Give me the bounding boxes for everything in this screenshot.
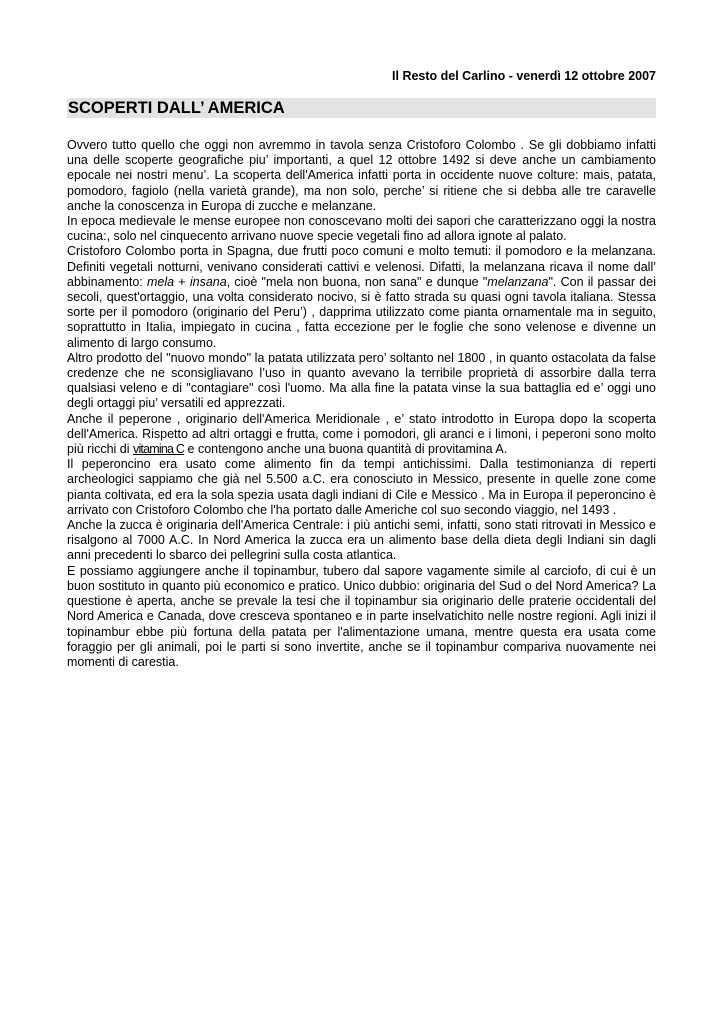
title-bar	[67, 98, 656, 118]
paragraph-text: , cioè "mela non buona, non sana" e dunque "	[226, 274, 488, 289]
article-title: SCOPERTI DALL’ AMERICA	[68, 99, 285, 117]
paragraph-potato: Altro prodotto del "nuovo mondo" la patata utilizzata pero’ soltanto nel 1800 , in quanto ostacolata da false credenze che ne sconsigliavano l’uso in quanto avevano la terribile proprietà di assorbire dalla terra qualsiasi veleno e di "contagiare" così l'uomo. Ma alla fine la patata vinse la sua battaglia ed e’ oggi uno degli ortaggi piu’ versatili ed apprezzati.	[67, 350, 656, 411]
paragraph-text: ". Con il passar dei secoli, quest'ortaggio, una volta considerato nocivo, si è fatto strada su quasi ogni tavola italiana. Stessa sorte per il pomodoro (originario del Peru’) , dapprima utilizzato come pianta ornamentale ma in seguito, soprattutto in Italia, impiegato in cucina , fatta eccezione per le foglie che sono velenose e divenne un alimento di largo consumo.	[67, 274, 656, 350]
italic-word-insana: insana	[189, 274, 227, 289]
italic-word-mela: mela	[146, 274, 175, 289]
vitamin-c-link[interactable]: vitamina C	[133, 442, 185, 457]
paragraph-tomato-eggplant	[67, 244, 656, 350]
paragraph-chili: Il peperoncino era usato come alimento fin da tempi antichissimi. Dalla testimonianza di reperti archeologici sappiamo che già nel 5.500 a.C. era conosciuto in Messico, presente in quelle zone come pianta coltivata, ed era la sola spezia usata dagli indiani di Cile e Messico . Ma in Europa il peperoncino è arrivato con Cristoforo Colombo che l'ha portato dalle Americhe col suo secondo viaggio, nel 1493 .	[67, 457, 656, 517]
dateline: Il Resto del Carlino - venerdì 12 ottobre 2007	[392, 69, 656, 83]
paragraph-text: e contengono anche una buona quantità di provitamina A.	[184, 442, 508, 457]
paragraph-pepper	[67, 412, 656, 458]
article-body	[67, 138, 656, 670]
paragraph-text: Anche il peperone , originario dell'America Meridionale , e’ stato introdotto in Europa dopo la scoperta dell'America. Rispetto ad altri ortaggi e frutta, come i pomodori, gli aranci e i limoni, i peperoni sono molto più ricchi di	[67, 411, 656, 457]
paragraph-medieval: In epoca medievale le mense europee non conoscevano molti dei sapori che caratterizzano oggi la nostra cucina:, solo nel cinquecento arrivano nuove specie vegetali fino ad allora ignote al palato.	[67, 214, 656, 244]
paragraph-topinambur: E possiamo aggiungere anche il topinambur, tubero dal sapore vagamente simile al carciofo, di cui è un buon sostituto in quanto più economico e pratico. Unico dubbio: originaria del Sud o del Nord America? La questione è aperta, anche se prevale la tesi che il topinambur sia originario delle praterie occidentali del Nord America e Canada, dove cresceva spontaneo e in parte inselvatichito nelle nostre regioni. Agli inizi il topinambur ebbe più fortuna della patata per l'alimentazione umana, mentre questa era usata come foraggio per gli animali, poi le parti si sono invertite, anche se il topinambur compariva nuovamente nei momenti di carestia.	[67, 563, 656, 669]
paragraph-pumpkin: Anche la zucca è originaria dell'America Centrale: i più antichi semi, infatti, sono stati ritrovati in Messico e risalgono al 7000 A.C. In Nord America la zucca era un alimento base della dieta degli Indiani sin dagli anni precedenti lo sbarco dei pellegrini sulla costa atlantica.	[67, 518, 656, 563]
paragraph-intro: Ovvero tutto quello che oggi non avremmo in tavola senza Cristoforo Colombo . Se gli dobbiamo infatti una delle scoperte geografiche piu’ importanti, a quel 12 ottobre 1492 si deve anche un cambiamento epocale nei nostri menu’. La scoperta dell'America infatti porta in occidente nuove colture: mais, patata, pomodoro, fagiolo (nella varietà grande), ma non solo, perche’ si ritiene che si debba alle tre caravelle anche la conoscenza in Europa di zucche e melanzane.	[67, 138, 656, 213]
paragraph-text: +	[174, 274, 190, 289]
paragraph-text: Cristoforo Colombo porta in Spagna, due frutti poco comuni e molto temuti: il pomodoro e la melanzana. Definiti vegetali notturni, venivano considerati cattivi e velenosi. Difatti, la melanzana ricava il nome dall’ abbinamento:	[67, 244, 656, 289]
italic-word-melanzana: melanzana	[487, 274, 549, 289]
